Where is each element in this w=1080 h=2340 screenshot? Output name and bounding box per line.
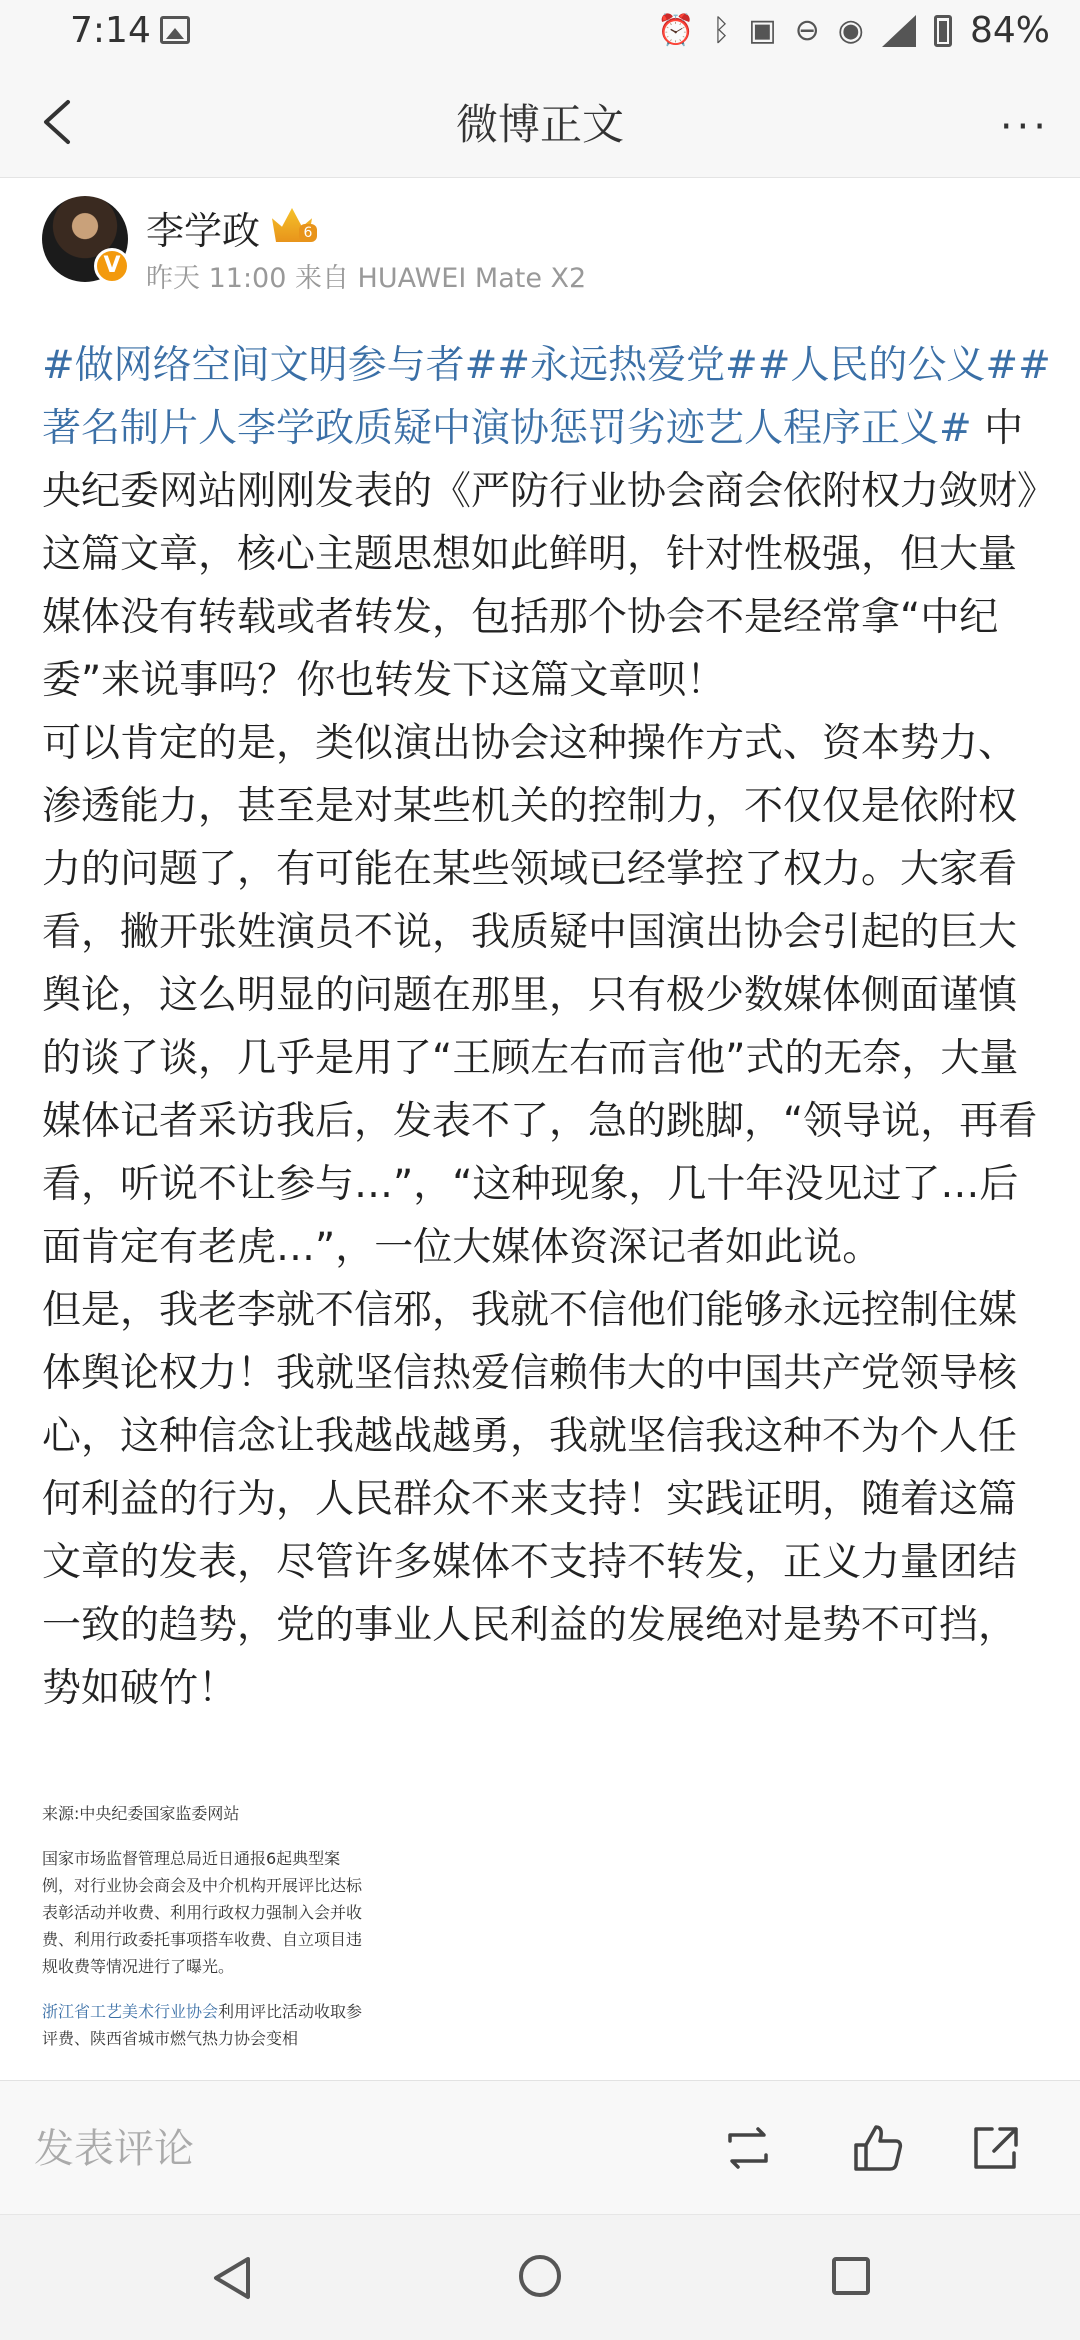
- post-meta: 昨天 11:00 来自 HUAWEI Mate X2: [146, 263, 587, 294]
- more-options-icon[interactable]: ···: [999, 104, 1050, 150]
- wifi-icon: ◉: [837, 13, 864, 48]
- embed-paragraph: 国家市场监督管理总局近日通报6起典型案例，对行业协会商会及中介机构开展评比达标表彰活动并收费、利用行政权力强制入会并收费、利用行政委托事项搭车收费、自立项目违规收费等情况进行了曝光。: [42, 1849, 363, 1976]
- page-title: 微博正文: [455, 100, 624, 149]
- embed-text: 利用评比活动收取参评费、陕西省城市燃气热力协会变相: [42, 2002, 363, 2048]
- system-back-icon[interactable]: [210, 2255, 254, 2301]
- status-time: 7:14: [70, 10, 151, 51]
- comment-input[interactable]: 发表评论: [34, 2126, 194, 2172]
- system-home-icon[interactable]: [519, 2255, 561, 2297]
- embed-paragraph-2: [42, 1998, 372, 2052]
- alarm-icon: ⏰: [656, 13, 695, 48]
- post-content: 中央纪委网站刚刚发表的《严防行业协会商会依附权力敛财》这篇文章，核心主题思想如此鲜明，针对性极强，但大量媒体没有转载或者转发，包括那个协会不是经常拿“中纪委”来说事吗？你也转发下这篇文章呗！ 可以肯定的是，类似演出协会这种操作方式、资本势力、渗透能力，甚至是对某些机关的控制力，不仅仅是依附权力的问题了，有可能在某些领域已经掌控了权力。大家看看，撇开张姓演员不说，我质疑中国演出协会引起的巨大舆论，这么明显的问题在那里，只有极少数媒体侧面谨慎的谈了谈，几乎是用了“王顾左右而言他”式的无奈，大量媒体记者采访我后，发表不了，急的跳脚，“领导说，再看看，听说不让参与…”，“这种现象，几十年没见过了…后面肯定有老虎…”，一位大媒体资深记者如此说。 但是，我老李就不信邪，我就不信他们能够永远控制住媒体舆论权力！我就坚信热爱信赖伟大的中国共产党领导核心，这种信念让我越战越勇，我就坚信我这种不为个人任何利益的行为，人民群众不来支持！实践证明，随着这篇文章的发表，尽管许多媒体不支持不转发，正义力量团结一致的趋势，党的事业人民利益的发展绝对是势不可挡，势如破竹！: [42, 406, 1038, 1711]
- embedded-article-image[interactable]: [42, 1800, 372, 2080]
- like-icon[interactable]: [852, 2123, 904, 2173]
- embed-link: 浙江省工艺美术行业协会: [42, 2002, 219, 2021]
- vibrate-icon: ▣: [748, 13, 777, 48]
- hashtag-links[interactable]: #做网络空间文明参与者##永远热爱党##人民的公义##著名制片人李学政质疑中演协惩罚劣迹艺人程序正义#: [42, 343, 1051, 451]
- signal-icon: [882, 15, 916, 47]
- author-header: [42, 196, 1042, 306]
- system-nav-bar: [0, 2214, 1080, 2340]
- dnd-icon: ⊖: [794, 13, 820, 48]
- author-name[interactable]: 李学政: [146, 209, 261, 253]
- status-icons: [657, 10, 1050, 51]
- battery-icon: [934, 15, 952, 47]
- top-nav-bar: [0, 64, 1080, 178]
- embed-source: 来源:中央纪委国家监委网站: [42, 1804, 240, 1823]
- action-bar: [0, 2080, 1080, 2214]
- verified-badge-icon: V: [94, 248, 130, 284]
- repost-icon[interactable]: [722, 2123, 774, 2173]
- battery-percent: 84%: [969, 10, 1050, 51]
- bluetooth-icon: ᛒ: [712, 13, 731, 48]
- system-recents-icon[interactable]: [832, 2257, 870, 2295]
- member-level-badge: 6: [299, 224, 317, 242]
- status-bar: [0, 0, 1080, 64]
- image-icon: [160, 16, 190, 44]
- share-icon[interactable]: [970, 2123, 1022, 2173]
- post-text: [42, 334, 1052, 1720]
